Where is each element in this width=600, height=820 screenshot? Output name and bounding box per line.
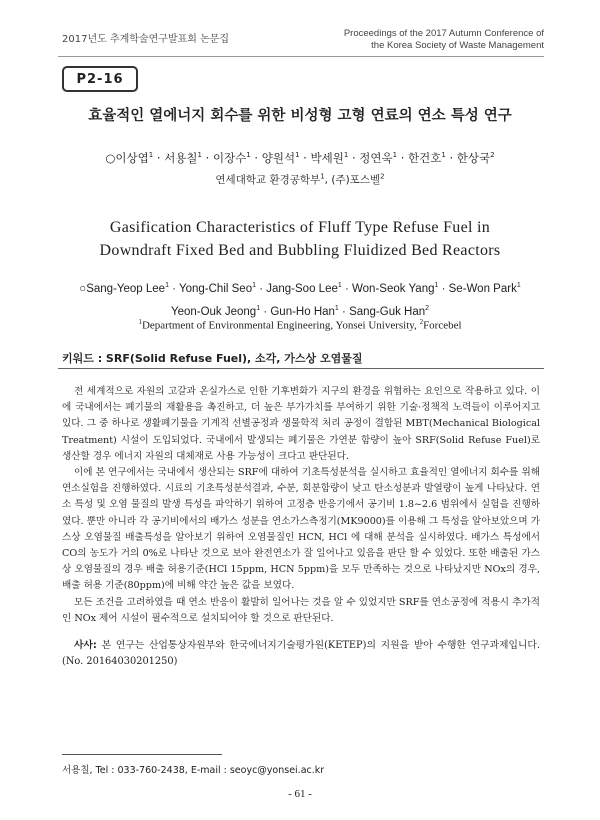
- korean-author-name: 한상국: [456, 151, 491, 165]
- korean-authors: [40, 150, 560, 166]
- keywords: 키워드 : SRF(Solid Refuse Fuel), 소각, 가스상 오염물질: [62, 352, 363, 365]
- korean-author-sup: 1: [295, 151, 300, 160]
- english-author-separator: ·: [438, 282, 449, 295]
- english-author-sup: 1: [434, 282, 439, 289]
- korean-author-separator: ·: [299, 151, 311, 165]
- korean-author-name: 서용칠: [164, 151, 198, 165]
- korean-author-name: 양원석: [261, 151, 296, 165]
- body-paragraph-3: 모든 조건을 고려하였을 때 연소 반응이 활발히 일어나는 것을 알 수 있었지만 SRF를 연소공정에 적용시 추가적인 NOx 제어 시설이 필수적으로 설치되어야 할 것으로 판단된다.: [62, 596, 540, 624]
- korean-author-sup: 1: [441, 151, 446, 160]
- running-header-right-line2: the Korea Society of Waste Management: [371, 40, 544, 51]
- korean-author-separator: ·: [445, 151, 457, 165]
- english-author-name: Gun-Ho Han: [270, 305, 335, 318]
- paper-number-badge: P2-16: [62, 66, 138, 92]
- english-title-line2: Downdraft Fixed Bed and Bubbling Fluidized Bed Reactors: [99, 242, 501, 259]
- body-paragraph-2: 이에 본 연구에서는 국내에서 생산되는 SRF에 대하여 기초특성분석을 실시하고 효율적인 열에너지 회수를 위해 연소실험을 진행하였다. 시료의 기초특성분석결과, 수분, 회분함량이 낮고 탄소성분과 발열량이 높게 나타났다. 연소 특성 및 오염 물질의 발생 특성을 파악하기 위하여 고정층 반응기에서 공기비 1.8~2.6 범위에서 실험을 진행하였다. 뿐만 아니라 각 공기비에서의 배가스 성분을 연소가스측정기(MK9000)를 이용해 그 특성을 알아보았으며 가스상 오염물질 배출특성을 알아보기 위하여 오염물질인 HCN, HCl 에 대해 분석을 실시하였다. 배가스 특성에서 CO의 농도가 거의 0%로 나타난 것으로 보아 완전연소가 잘 일어나고 있음을 판단 할 수 있었다. 또한 배출된 가스상 오염물질의 경우 배출 허용기준(HCl 15ppm, HCN 5ppm)을 모두 만족하는 것으로 나타났지만 NOx의 경우, 배출 허용 기준(80ppm)에 비해 약간 높은 값을 보였다.: [62, 467, 540, 592]
- english-author-separator: ·: [341, 282, 353, 295]
- english-author-name: Sang-Guk Han: [349, 305, 426, 318]
- english-author-name: Se-Won Park: [448, 282, 517, 295]
- english-title: [40, 216, 560, 262]
- korean-author-sup: 1: [343, 151, 349, 160]
- korean-affiliation-1-sup: 1: [320, 172, 325, 181]
- korean-affiliation: [40, 172, 560, 187]
- english-author-sup: 1: [334, 304, 339, 312]
- korean-author-separator: ·: [250, 151, 262, 165]
- running-header-right-line1: Proceedings of the 2017 Autumn Conference of: [343, 28, 544, 39]
- korean-title: 효율적인 열에너지 회수를 위한 비성형 고형 연료의 연소 특성 연구: [88, 108, 512, 124]
- english-affiliation-sup1: 1: [138, 318, 142, 326]
- abstract-body: [62, 384, 540, 627]
- english-author-sup: 2: [425, 304, 430, 312]
- english-author-separator: ·: [256, 282, 267, 295]
- korean-affiliation-2: (주)포스벨: [331, 174, 381, 186]
- english-author-name: ○Sang-Yeop Lee: [79, 282, 166, 295]
- page-number: - 61 -: [288, 788, 312, 800]
- running-header-left: 2017년도 추계학술연구발표회 논문집: [62, 34, 230, 45]
- corresponding-author-footnote: 서용칠, Tel : 033-760-2438, E-mail : seoyc@yonsei.ac.kr: [62, 765, 325, 776]
- korean-author-separator: ·: [397, 151, 409, 165]
- korean-affiliation-1: 연세대학교 환경공학부: [215, 174, 321, 186]
- english-authors-line1: [40, 276, 560, 299]
- english-affiliation-sup2: 2: [419, 318, 424, 326]
- english-author-sup: 1: [256, 304, 261, 312]
- korean-author-name: 이장수: [212, 151, 247, 165]
- english-author-separator: ·: [168, 282, 179, 295]
- english-author-name: Won-Seok Yang: [352, 282, 435, 295]
- english-authors: [40, 276, 560, 322]
- english-affiliation-1: Department of Environmental Engineering, Yonsei University,: [141, 319, 420, 332]
- acknowledgement-label: 사사:: [74, 640, 97, 651]
- korean-affiliation-sep: ,: [324, 174, 332, 186]
- english-affiliation-2: Forcebel: [423, 319, 462, 332]
- english-author-separator: ·: [338, 305, 350, 318]
- korean-author-sup: 1: [392, 151, 398, 160]
- korean-author-name: 한건호: [408, 151, 442, 165]
- english-title-line1: Gasification Characteristics of Fluff Type Refuse Fuel in: [109, 219, 491, 236]
- keywords-divider: [58, 368, 544, 369]
- english-author-name: Yong-Chil Seo: [179, 282, 253, 295]
- header-divider: [58, 56, 544, 57]
- english-affiliation: [40, 318, 560, 332]
- korean-author-name: 박세원: [310, 151, 344, 165]
- korean-author-sup: 1: [148, 151, 154, 160]
- korean-author-separator: ·: [348, 151, 360, 165]
- body-paragraph-1: 전 세계적으로 자원의 고갈과 온실가스로 인한 기후변화가 지구의 환경을 위협하는 요인으로 작용하고 있다. 이에 국내에서는 폐기물의 재활용을 촉진하고, 더 높은 부가가치를 부여하기 위한 기술·정책적 노력들이 이루어지고 있다. 그 중 하나로 생활폐기물을 기계적 선별공정과 생물학적 처리 공정이 결합된 MBT(Mechanical Biological Treatment) 시설이 도입되었다. 국내에서 발생되는 폐기물은 가연분 함량이 높아 SRF(Solid Refuse Fuel)로 생산할 경우 에너지 자원의 대체재로 사용 가능성이 크다고 판단된다.: [62, 386, 540, 462]
- acknowledgement-text: 본 연구는 산업통상자원부와 한국에너지기술평가원(KETEP)의 지원을 받아 수행한 연구과제입니다. (No. 20164030201250): [62, 640, 540, 667]
- acknowledgement: [62, 638, 540, 670]
- korean-author-separator: ·: [202, 151, 213, 165]
- english-author-separator: ·: [260, 305, 271, 318]
- korean-author-sup: 2: [490, 151, 495, 160]
- english-author-name: Jang-Soo Lee: [266, 282, 338, 295]
- english-author-sup: 1: [252, 282, 257, 289]
- korean-author-sup: 1: [197, 151, 202, 160]
- korean-affiliation-2-sup: 2: [380, 172, 385, 181]
- english-author-sup: 1: [516, 282, 521, 289]
- english-author-sup: 1: [337, 282, 342, 289]
- footnote-divider: [62, 754, 222, 755]
- running-header-right: [344, 28, 544, 52]
- korean-author-name: ○이상엽: [105, 151, 149, 165]
- korean-author-sup: 1: [246, 151, 251, 160]
- korean-author-separator: ·: [153, 151, 165, 165]
- korean-author-name: 정연욱: [359, 151, 393, 165]
- english-author-sup: 1: [165, 282, 169, 289]
- english-author-name: Yeon-Ouk Jeong: [170, 305, 257, 318]
